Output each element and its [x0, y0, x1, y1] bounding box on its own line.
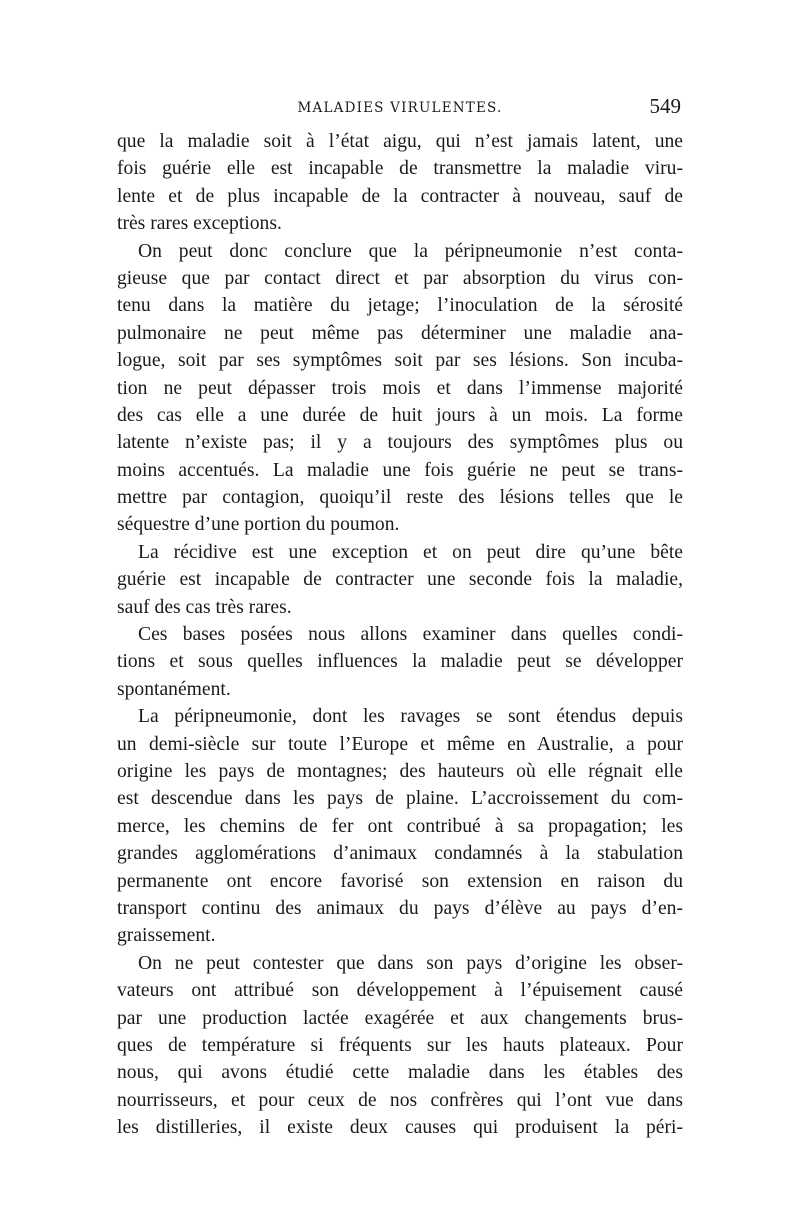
text-line: sauf des cas très rares.: [117, 596, 292, 618]
text-line: On peut donc conclure que la péripneumonie n’est conta-: [138, 240, 683, 262]
paragraph-1: [117, 128, 683, 238]
page-number: 549: [649, 94, 681, 118]
body-text: [117, 128, 683, 1141]
text-line: moins accentués. La maladie une fois guérie ne peut se trans-: [117, 459, 683, 481]
text-line: que la maladie soit à l’état aigu, qui n’est jamais latent, une: [117, 131, 683, 152]
text-line: fois guérie elle est incapable de transmettre la maladie viru-: [117, 158, 683, 180]
paragraph-6: [117, 950, 683, 1142]
text-line: très rares exceptions.: [117, 213, 282, 235]
paragraph-2: [117, 238, 683, 539]
text-line: La récidive est une exception et on peut dire qu’une bête: [138, 541, 683, 563]
text-line: latente n’existe pas; il y a toujours des symptômes plus ou: [117, 432, 683, 454]
text-line: gieuse que par contact direct et par absorption du virus con-: [117, 267, 683, 289]
text-line: nous, qui avons étudié cette maladie dans les étables des: [117, 1062, 683, 1084]
page-header: [117, 94, 683, 124]
text-line: séquestre d’une portion du poumon.: [117, 514, 400, 536]
text-line: pulmonaire ne peut même pas déterminer une maladie ana-: [117, 322, 683, 344]
paragraph-5: [117, 703, 683, 950]
text-line: transport continu des animaux du pays d’élève au pays d’en-: [117, 897, 683, 919]
text-line: nourrisseurs, et pour ceux de nos confrères qui l’ont vue dans: [117, 1089, 683, 1111]
text-line: lente et de plus incapable de la contracter à nouveau, sauf de: [117, 185, 683, 207]
text-line: logue, soit par ses symptômes soit par ses lésions. Son incuba-: [117, 350, 683, 372]
text-line: guérie est incapable de contracter une seconde fois la maladie,: [117, 569, 683, 591]
text-line: mettre par contagion, quoiqu’il reste des lésions telles que le: [117, 487, 683, 509]
text-line: des cas elle a une durée de huit jours à un mois. La forme: [117, 404, 683, 426]
text-line: tion ne peut dépasser trois mois et dans l’immense majorité: [117, 377, 683, 399]
text-line: merce, les chemins de fer ont contribué à sa propagation; les: [117, 815, 683, 837]
text-line: origine les pays de montagnes; des hauteurs où elle régnait elle: [117, 760, 683, 782]
paragraph-4: [117, 621, 683, 703]
text-line: tenu dans la matière du jetage; l’inoculation de la sérosité: [117, 295, 683, 317]
text-line: les distilleries, il existe deux causes qui produisent la péri-: [117, 1117, 683, 1139]
text-line: tions et sous quelles influences la maladie peut se développer: [117, 651, 683, 673]
paragraph-3: [117, 539, 683, 621]
text-line: permanente ont encore favorisé son extension en raison du: [117, 870, 683, 892]
text-line: La péripneumonie, dont les ravages se sont étendus depuis: [138, 706, 683, 728]
text-line: ques de température si fréquents sur les hauts plateaux. Pour: [117, 1034, 683, 1056]
text-line: vateurs ont attribué son développement à l’épuisement causé: [117, 980, 683, 1002]
text-line: spontanément.: [117, 678, 231, 700]
text-line: un demi-siècle sur toute l’Europe et même en Australie, a pour: [117, 733, 683, 755]
text-line: par une production lactée exagérée et aux changements brus-: [117, 1007, 683, 1029]
text-line: Ces bases posées nous allons examiner dans quelles condi-: [138, 624, 683, 646]
running-head: MALADIES VIRULENTES.: [297, 100, 503, 116]
text-line: graissement.: [117, 925, 216, 947]
text-line: On ne peut contester que dans son pays d’origine les obser-: [138, 952, 683, 974]
text-line: est descendue dans les pays de plaine. L’accroissement du com-: [117, 788, 683, 810]
text-line: grandes agglomérations d’animaux condamnés à la stabulation: [117, 843, 683, 865]
